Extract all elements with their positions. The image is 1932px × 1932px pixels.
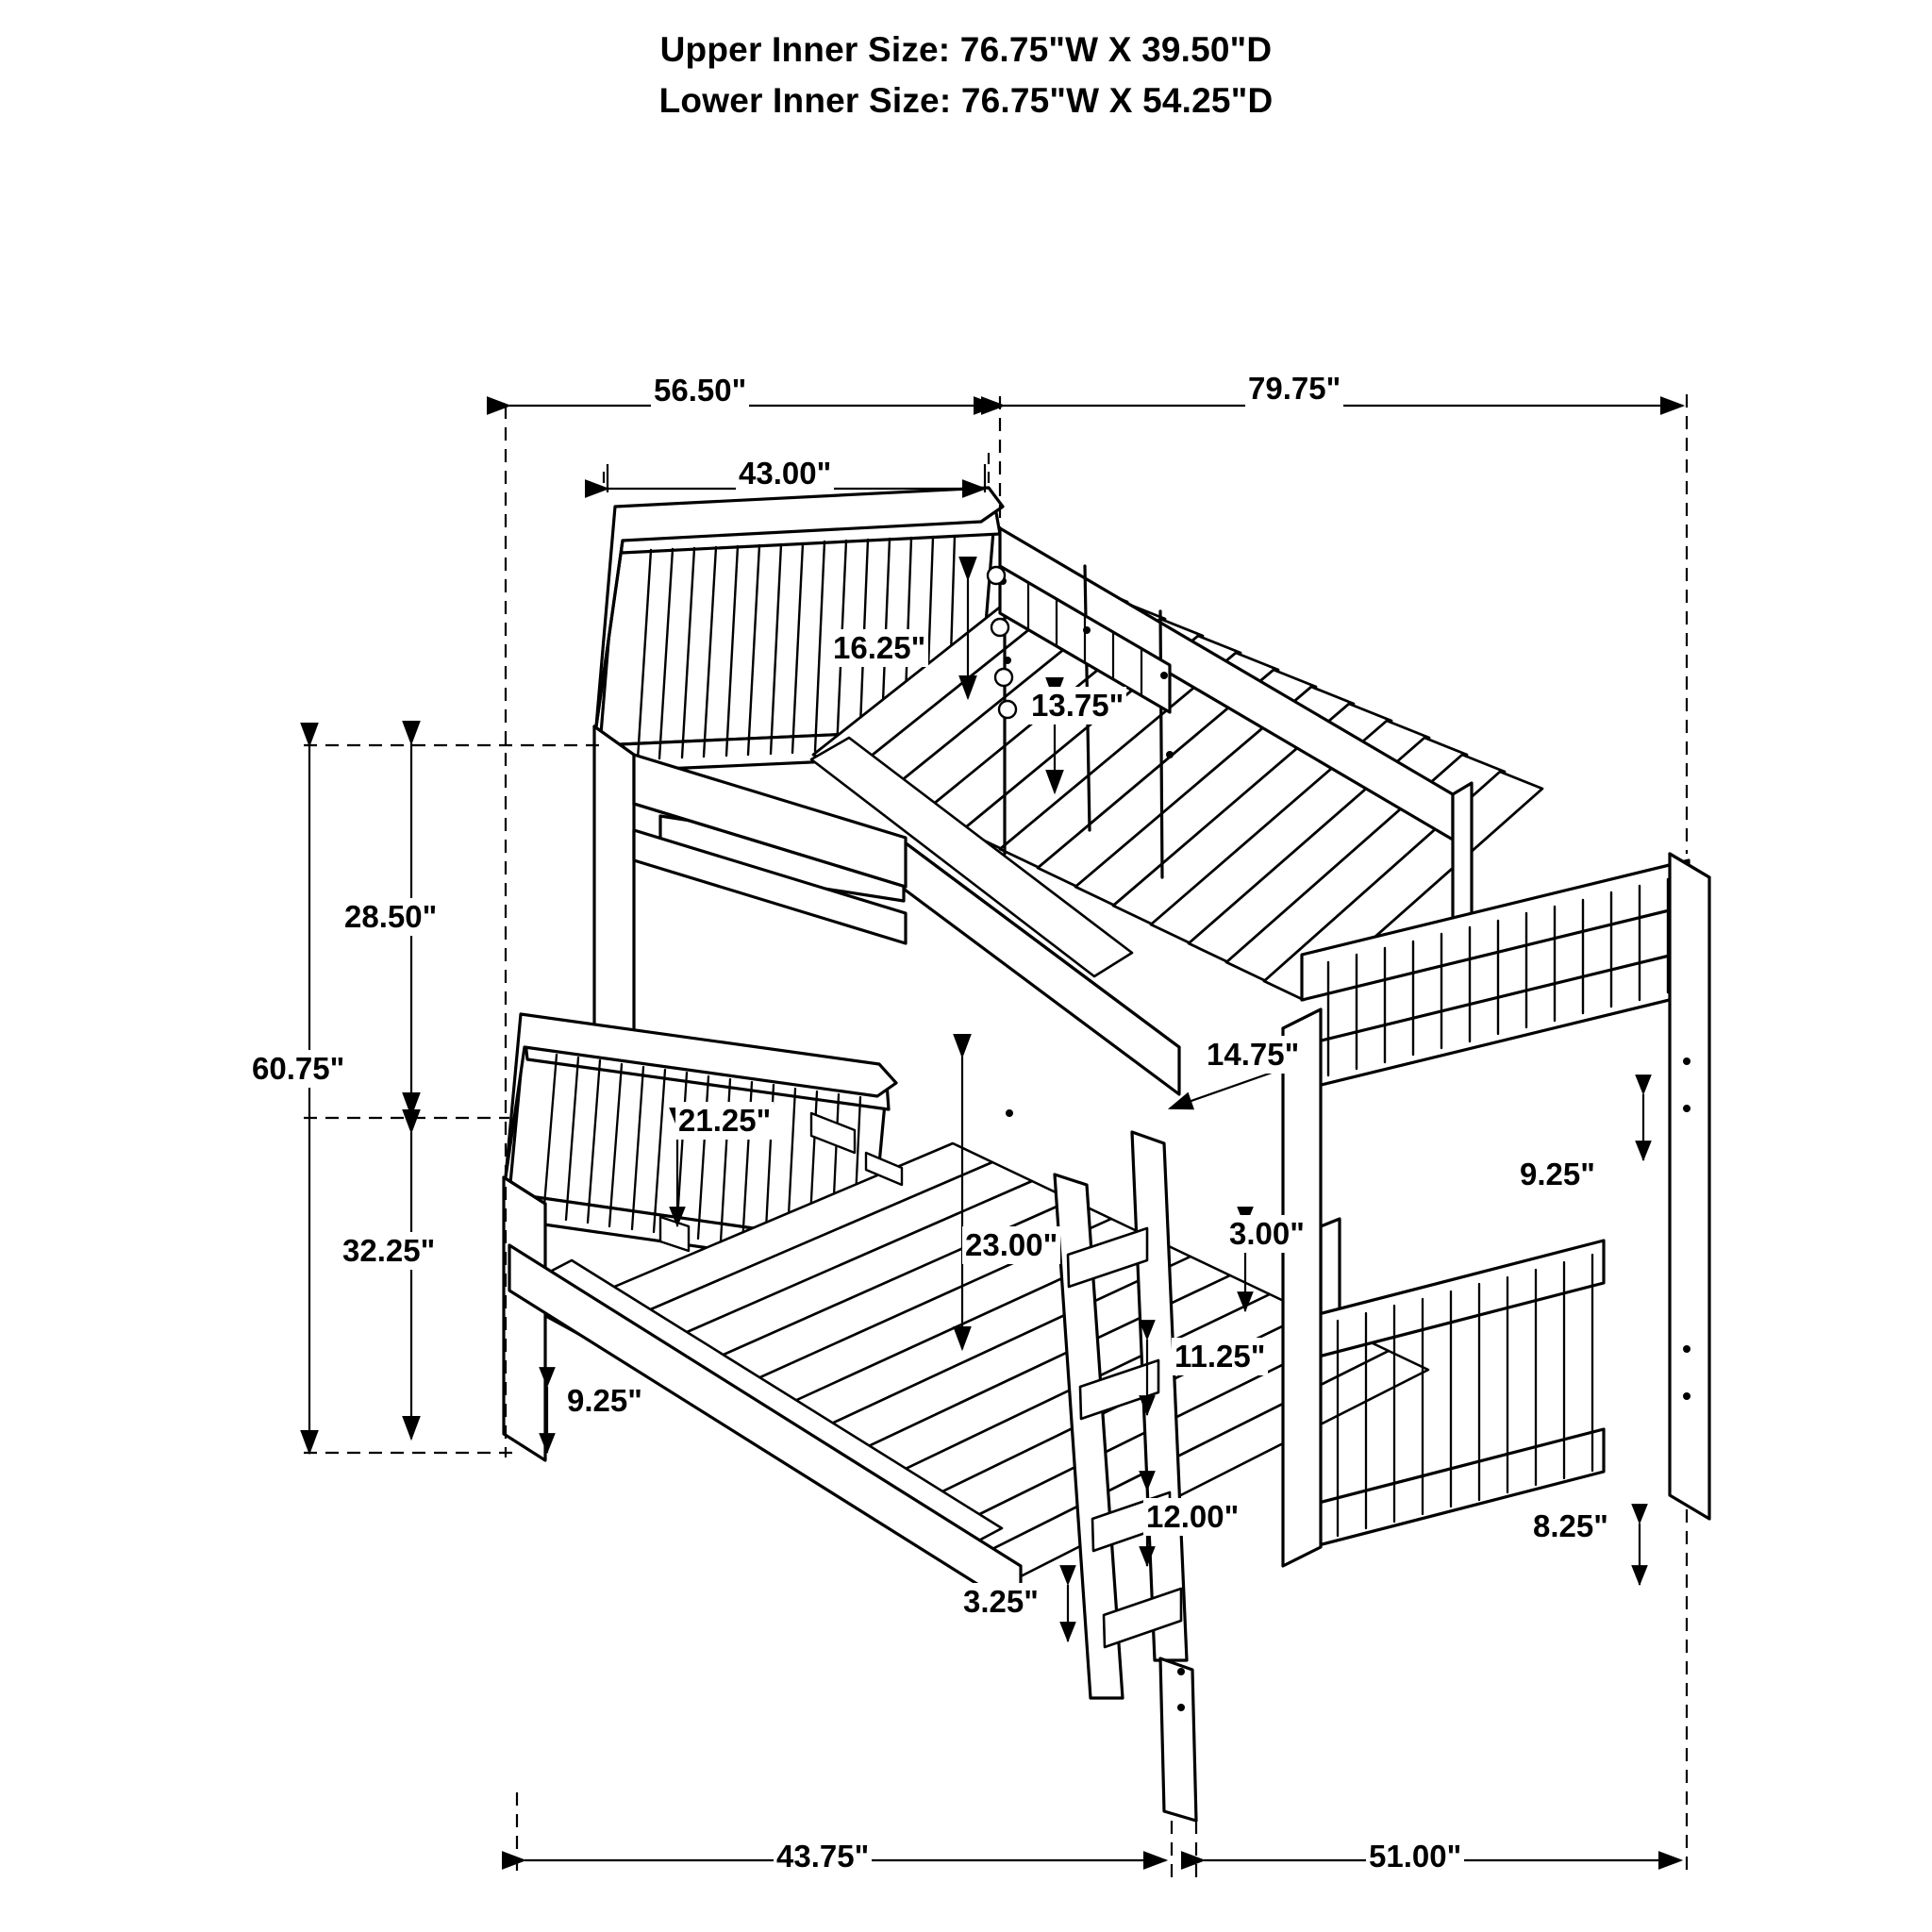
dim-lower-rail-height: 21.25" — [675, 1102, 774, 1140]
dim-top-right-span: 79.75" — [1245, 370, 1343, 408]
dim-upper-to-lower: 28.50" — [341, 898, 440, 936]
dim-lower-deck-height: 9.25" — [564, 1382, 645, 1420]
dim-upper-rail-height: 16.25" — [830, 629, 928, 667]
dim-under-upper-clear: 23.00" — [962, 1226, 1060, 1264]
dim-guard-rail-right: 9.25" — [1517, 1156, 1598, 1193]
dim-lower-height: 32.25" — [340, 1232, 438, 1270]
dim-ladder-first-step: 12.00" — [1143, 1498, 1241, 1536]
dim-top-left-span: 56.50" — [651, 372, 749, 409]
dim-upper-deck-rail: 14.75" — [1204, 1036, 1302, 1074]
dim-bottom-left-span: 43.75" — [774, 1838, 872, 1875]
upper-inner-size-text: Upper Inner Size: 76.75"W X 39.50"D — [659, 30, 1273, 69]
dim-top-inner-span: 43.00" — [736, 455, 834, 492]
lower-inner-size-text: Lower Inner Size: 76.75"W X 54.25"D — [658, 80, 1274, 120]
dim-ladder-foot: 3.25" — [960, 1583, 1041, 1621]
dim-overall-height: 60.75" — [249, 1050, 347, 1088]
dim-slat-gap: 3.00" — [1226, 1215, 1307, 1253]
dim-ladder-step-gap: 11.25" — [1172, 1338, 1268, 1375]
dim-upper-rail-inner: 13.75" — [1028, 687, 1126, 724]
dim-footboard-right: 8.25" — [1530, 1507, 1611, 1545]
dim-bottom-right-span: 51.00" — [1366, 1838, 1464, 1875]
